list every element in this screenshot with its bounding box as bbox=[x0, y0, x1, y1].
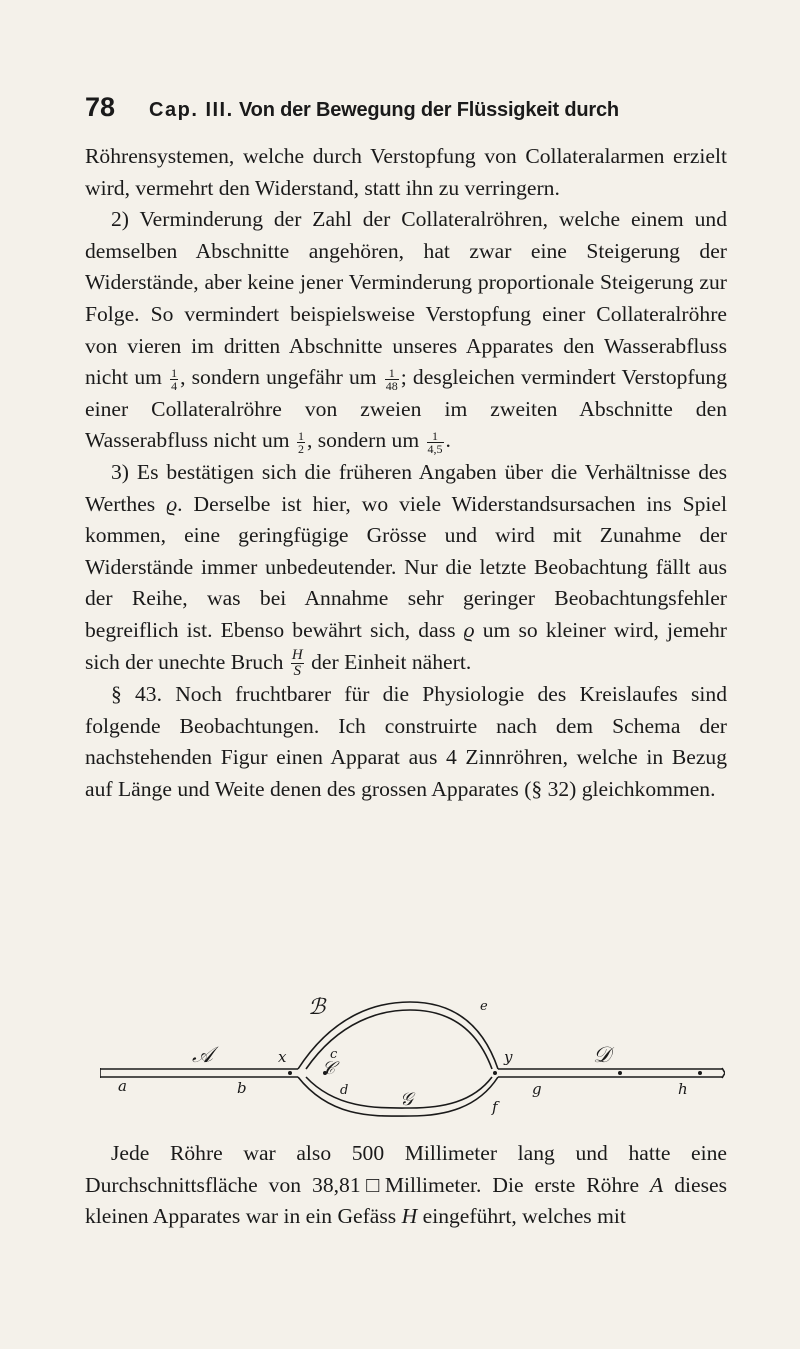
label-x: x bbox=[278, 1048, 287, 1066]
p5-c: dieses kleinen Apparates war in ein Gefäss bbox=[85, 1172, 727, 1229]
label-g: g bbox=[532, 1080, 542, 1098]
label-B: ℬ bbox=[308, 995, 326, 1020]
frac-den: 2 bbox=[297, 441, 304, 456]
label-D: 𝒟 bbox=[593, 1043, 611, 1068]
rho-symbol: ϱ bbox=[166, 491, 178, 516]
body-text bbox=[85, 141, 727, 805]
p2-d: , sondern um bbox=[306, 428, 420, 453]
body-text-after-figure bbox=[85, 1138, 727, 1233]
junction-y bbox=[493, 1071, 497, 1075]
running-header bbox=[85, 92, 725, 132]
fraction-h-s bbox=[291, 648, 304, 679]
p2-e: . bbox=[445, 428, 451, 453]
vessel-H-symbol: H bbox=[401, 1204, 418, 1229]
label-d: d bbox=[340, 1083, 349, 1098]
paragraph-2 bbox=[85, 204, 727, 457]
label-f: f bbox=[492, 1098, 498, 1116]
paragraph-4 bbox=[85, 679, 727, 805]
p2-b: , sondern ungefähr um bbox=[180, 365, 377, 390]
p1-text: Röhrensystemen, welche durch Verstopfung von Collateralarmen erzielt wird, vermehrt den Widerstand, statt ihn zu verringern. bbox=[85, 144, 727, 200]
p5-b: Millimeter. Die erste Röhre bbox=[384, 1172, 640, 1197]
frac-num: 1 bbox=[171, 365, 178, 380]
tube-A-symbol: A bbox=[650, 1172, 664, 1197]
label-b: b bbox=[237, 1079, 247, 1097]
frac-num: 1 bbox=[385, 367, 399, 380]
frac-den: 48 bbox=[385, 378, 398, 393]
p4-text: § 43. Noch fruchtbarer für die Physiologie des Kreislaufes sind folgende Beobachtungen. Ich construirte nach dem Schema der nachstehenden Figur einen Apparat aus 4 Zinnröhren, welche in Bezug auf Länge und Weite denen des grossen Apparates (§ 32) gleichkommen. bbox=[85, 682, 727, 801]
junction-g bbox=[618, 1071, 622, 1075]
label-y: y bbox=[504, 1048, 513, 1066]
rho-symbol: ϱ bbox=[463, 617, 475, 642]
label-a: a bbox=[118, 1077, 127, 1095]
p3-b: . Derselbe ist hier, wo viele Widerstandsursachen ins Spiel kommen, eine geringfügige Grösse und wird mit Zunahme der Widerstände immer unbedeutender. Nur die letzte Beobachtung fällt aus der Reihe, was bei Annahme sehr geringer Beobachtungsfehler begreiflich ist. Ebenso bewährt sich, dass bbox=[85, 491, 727, 642]
tube-apparatus-figure bbox=[100, 990, 725, 1122]
frac-den: 4 bbox=[171, 378, 178, 393]
fraction-1-48 bbox=[385, 367, 399, 392]
frac-num: 1 bbox=[297, 428, 304, 443]
p5-a: Jede Röhre war also 500 Millimeter lang und hatte eine Durchschnittsfläche von 38,81 bbox=[85, 1141, 727, 1197]
square-symbol: □ bbox=[360, 1172, 385, 1197]
fraction-1-4 bbox=[170, 367, 178, 392]
frac-num: H bbox=[291, 647, 303, 664]
tube-c-inner bbox=[306, 1077, 492, 1108]
fraction-1-2 bbox=[297, 430, 305, 455]
frac-num: 1 bbox=[427, 430, 444, 443]
running-head-title bbox=[149, 99, 619, 122]
p5-d: eingeführt, welches mit bbox=[422, 1204, 626, 1229]
label-C: 𝒞 bbox=[322, 1058, 336, 1079]
label-G: 𝒢 bbox=[400, 1089, 413, 1110]
chapter-title: Von der Bewegung der Flüssigkeit durch bbox=[239, 99, 619, 121]
p2-a: 2) Verminderung der Zahl der Collateralröhren, welche einem und demselben Abschnitte angehören, hat zwar eine Steigerung der Widerstände, aber keine jener Verminderung proportionale Steigerung zur Folge. So vermindert beispielsweise Verstopfung einer Collateralröhre von vieren im dritten Abschnitte unseres Apparates den Wasserabfluss nicht um bbox=[85, 207, 727, 390]
p2-c: ; desgleichen vermindert Verstopfung einer Collateralröhre von zweien im zweiten Abschnitte den Wasserabfluss nicht um bbox=[85, 365, 728, 453]
exit-cap bbox=[722, 1068, 725, 1078]
paragraph-continuation bbox=[85, 141, 727, 204]
chapter-label: Cap. III. bbox=[149, 99, 234, 121]
junction-b bbox=[288, 1071, 292, 1075]
frac-den: S bbox=[293, 663, 302, 680]
label-c: c bbox=[330, 1047, 338, 1062]
label-h: h bbox=[678, 1080, 688, 1098]
junction-h bbox=[698, 1071, 702, 1075]
paragraph-5 bbox=[85, 1138, 727, 1233]
label-e: e bbox=[480, 999, 488, 1014]
p3-c: um so kleiner wird, jemehr sich der unechte Bruch bbox=[85, 617, 727, 674]
p3-a: 3) Es bestätigen sich die früheren Angaben über die Verhältnisse des Werthes bbox=[85, 459, 727, 516]
label-A: 𝒜 bbox=[192, 1043, 213, 1068]
fraction-1-4-5 bbox=[427, 430, 444, 455]
paragraph-3 bbox=[85, 457, 727, 679]
frac-den: 4,5 bbox=[427, 441, 443, 456]
p3-d: der Einheit nähert. bbox=[311, 649, 472, 674]
page-number: 78 bbox=[85, 92, 116, 122]
